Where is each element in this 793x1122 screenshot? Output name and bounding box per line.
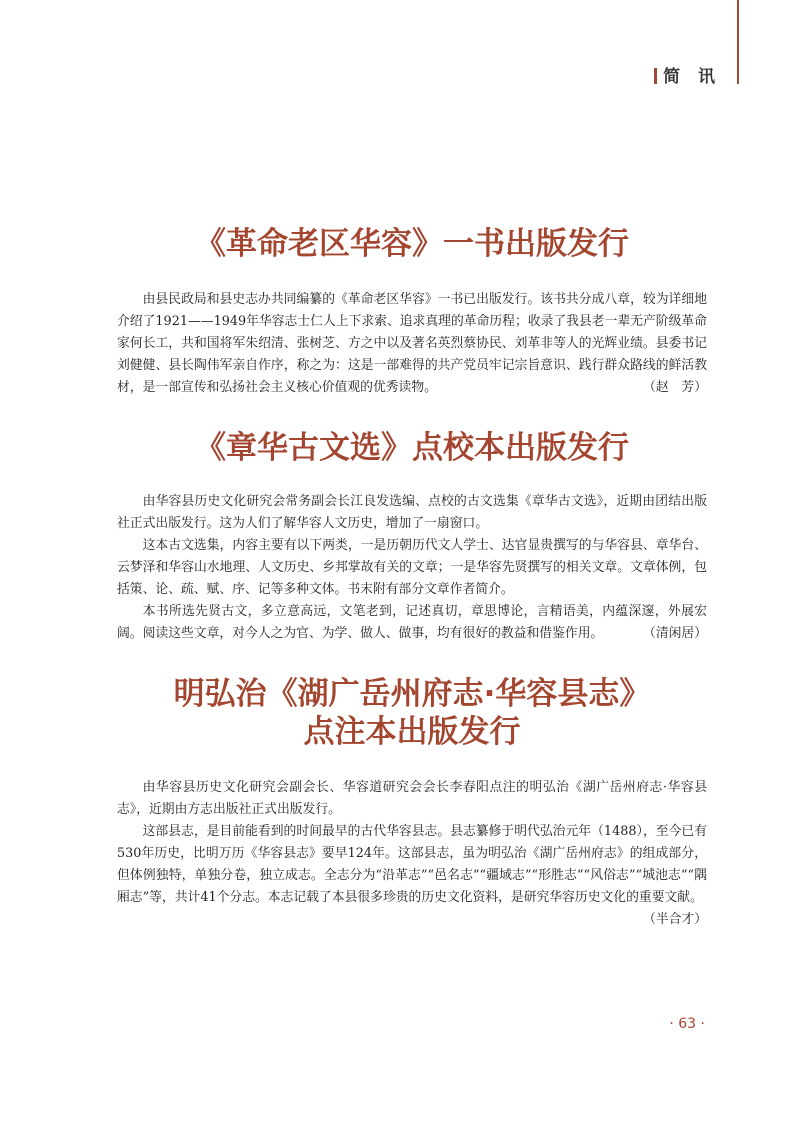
article-2-title: 《章华古文选》点校本出版发行 [195,430,629,466]
article-1-author: （赵 芳） [643,380,707,395]
article-1-body [117,289,707,399]
article-2-body [117,491,707,645]
section-label [654,62,721,87]
page-number: · 63 · [669,1016,705,1032]
article-3-title-line-1: 明弘治《湖广岳州府志·华容县志》 [173,676,651,712]
article-2-author: （清闲居） [643,626,707,641]
article-1-paragraph: 由县民政局和县史志办共同编纂的《革命老区华容》一书已出版发行。该书共分成八章，较为详细地介绍了1921——1949年华容志士仁人上下求索、追求真理的革命历程；收录了我县老一辈无产阶级革命家何长工，共和国将军朱绍清、张树芝、方之中以及著名英烈蔡协民、刘革非等人的光辉业绩。县委书记刘健健、县长陶伟军亲自作序，称之为：这是一部难得的共产党员牢记宗旨意识、践行群众路线的鲜活教材，是一部宣传和弘扬社会主义核心价值观的优秀读物。 （赵 芳） [117,289,707,399]
article-1-title: 《革命老区华容》一书出版发行 [195,226,629,262]
article-2-paragraph-2: 这本古文选集，内容主要有以下两类，一是历朝历代文人学士、达官显贵撰写的与华容县、章华台、云梦泽和华容山水地理、人文历史、乡邦掌故有关的文章；一是华容先贤撰写的相关文章。文章体例，包括策、论、疏、赋、序、记等多种文体。书末附有部分文章作者简介。 [117,538,707,597]
section-label-text: 简 讯 [663,67,721,87]
header-rule [737,0,739,84]
article-2 [117,429,707,645]
article-3-author: （半合才） [643,912,707,927]
article-3-body [117,777,707,927]
article-2-paragraph-3: 本书所选先贤古文，多立意高远，文笔老到，记述真切，章思博论，言精语美，内蕴深邃，外展宏阔。阅读这些文章，对今人之为官、为学、做人、做事，均有很好的教益和借鉴作用。 （清闲居） [117,601,707,645]
article-2-paragraph-1: 由华容县历史文化研究会常务副会长江良发选编、点校的古文选集《章华古文选》，近期由团结出版社正式出版发行。这为人们了解华容人文历史，增加了一扇窗口。 [117,494,707,531]
article-3-title-line-2: 点注本出版发行 [303,714,521,750]
article-3 [117,675,707,931]
article-3-paragraph-1: 由华容县历史文化研究会副会长、华容道研究会会长李春阳点注的明弘治《湖广岳州府志·华容县志》，近期由方志出版社正式出版发行。 [117,780,707,817]
article-1 [117,225,707,399]
section-marker [654,68,657,84]
article-3-paragraph-2: 这部县志，是目前能看到的时间最早的古代华容县志。县志纂修于明代弘治元年（1488），至今已有530年历史，比明万历《华容县志》要早124年。这部县志，虽为明弘治《湖广岳州府志》的组成部分，但体例独特，单独分卷，独立成志。全志分为“沿革志”“邑名志”“疆域志”“形胜志”“风俗志”“城池志”“隅厢志”等，共计41个分志。本志记载了本县很多珍贵的历史文化资料，是研究华容历史文化的重要文献。 （半合才） [117,821,707,909]
